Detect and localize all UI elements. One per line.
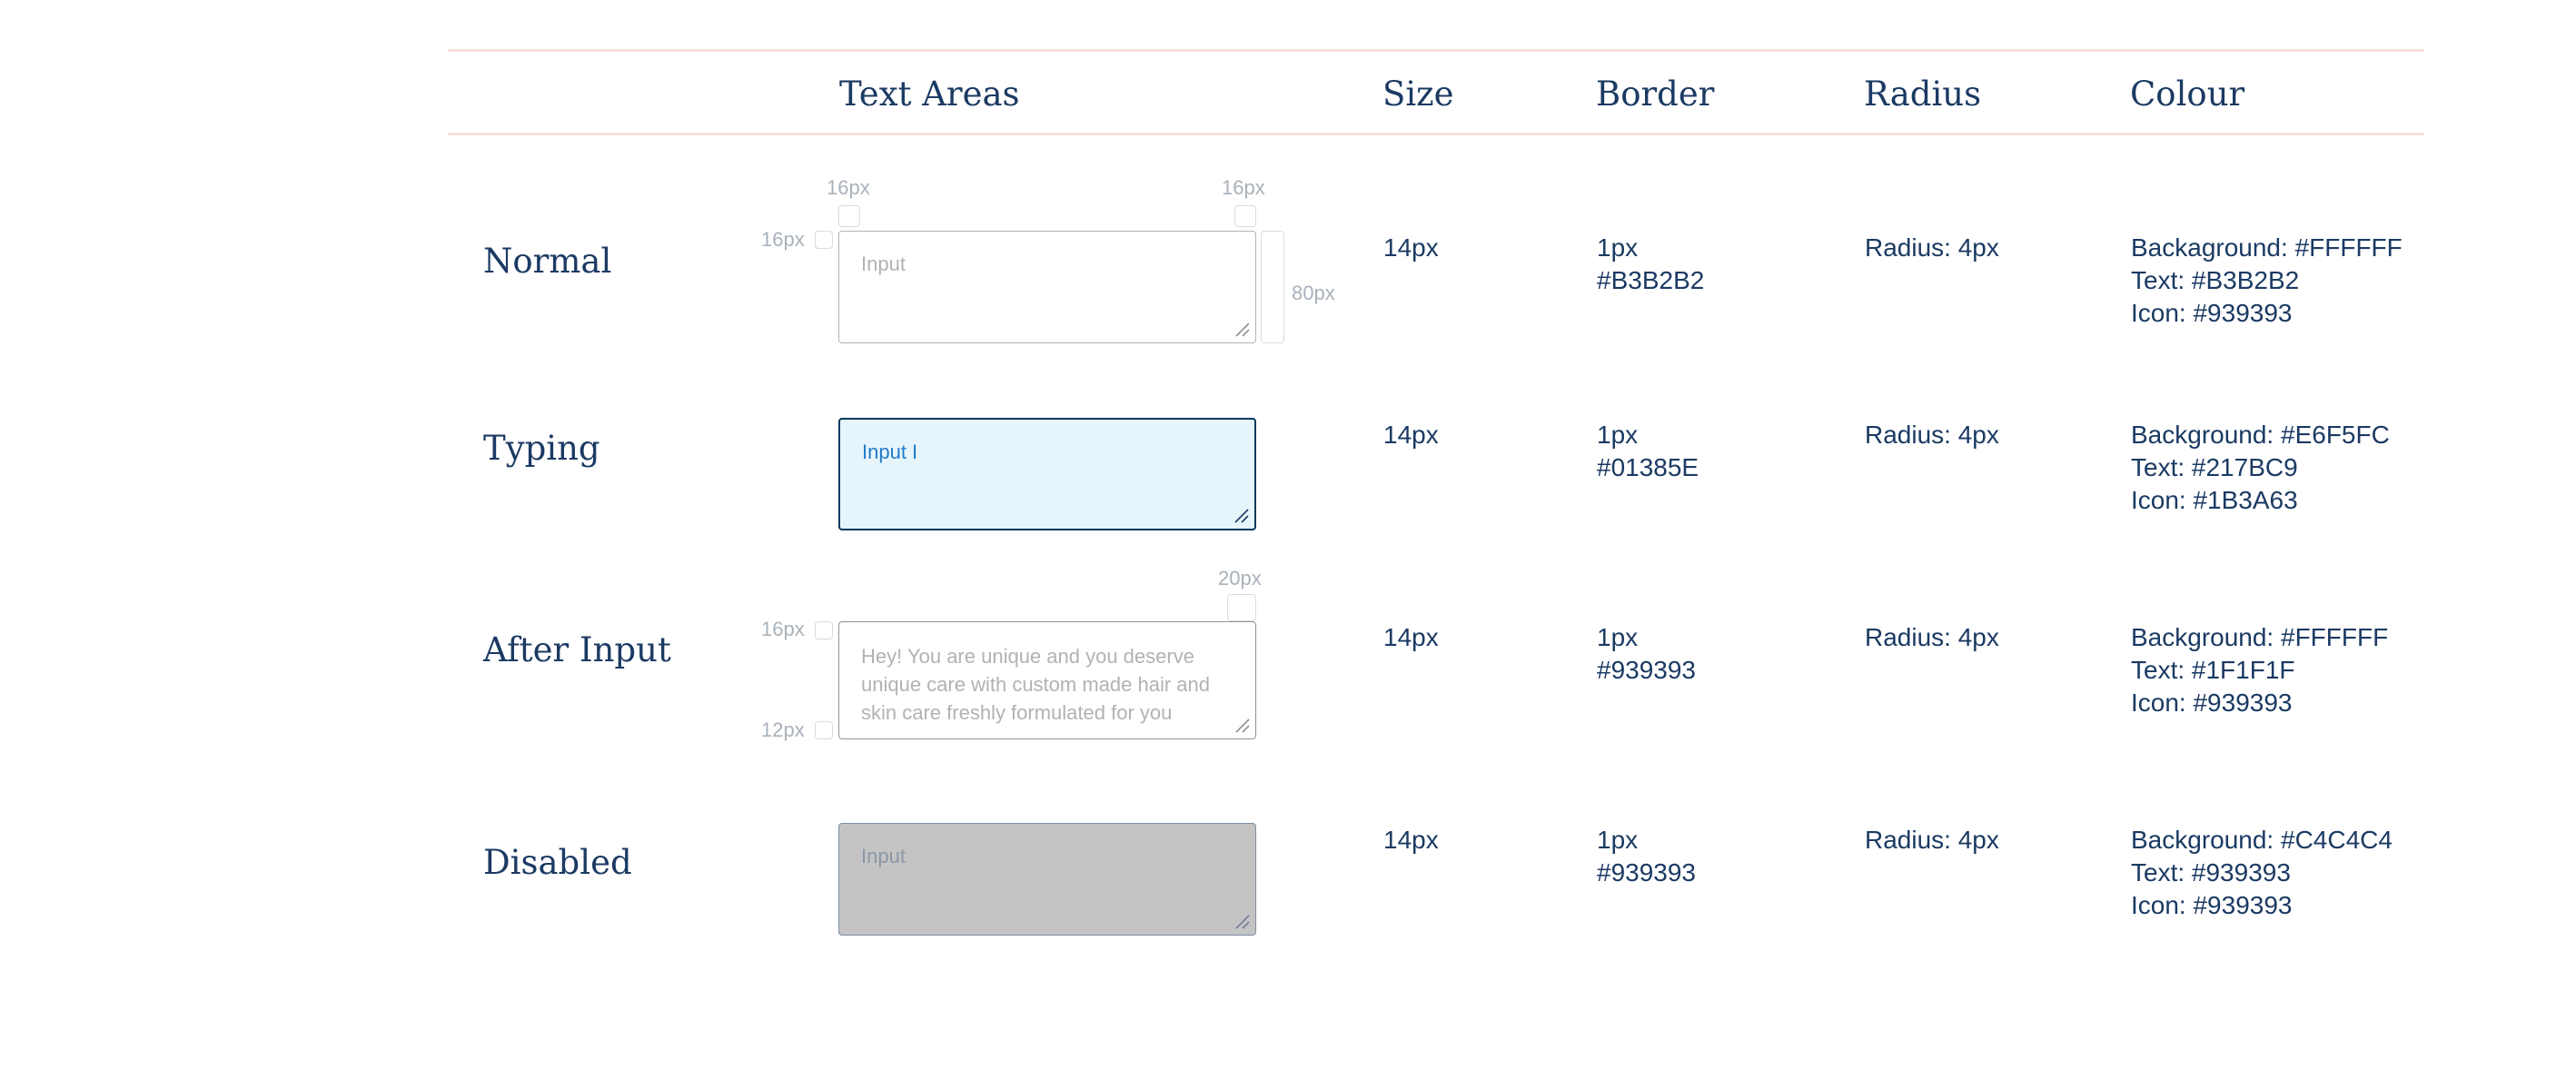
header-top-rule (448, 49, 2424, 52)
header-bottom-rule (448, 133, 2424, 135)
colour-background-normal: Backaground: #FFFFFF (2131, 233, 2403, 262)
border-width-typing: 1px (1597, 421, 1639, 449)
radius-value-after-input: Radius: 4px (1865, 623, 1999, 651)
textarea-disabled (838, 823, 1256, 936)
border-color-after-input: #939393 (1597, 656, 1697, 684)
size-value-disabled: 14px (1383, 826, 1439, 854)
colour-icon-disabled: Icon: #939393 (2131, 891, 2293, 919)
resize-handle-icon[interactable] (1233, 507, 1249, 523)
textarea-disabled-placeholder: Input (861, 845, 906, 867)
measure-label-left: 16px (761, 228, 805, 251)
state-label-disabled: Disabled (483, 843, 632, 882)
colour-background-disabled: Background: #C4C4C4 (2131, 826, 2393, 854)
measure-label-left-top: 16px (761, 618, 805, 640)
column-header-size: Size (1382, 74, 1454, 114)
colour-icon-after-input: Icon: #939393 (2131, 689, 2293, 717)
colour-background-typing: Background: #E6F5FC (2131, 421, 2390, 449)
resize-handle-icon[interactable] (1234, 717, 1250, 733)
border-color-normal: #B3B2B2 (1597, 266, 1705, 294)
size-value-normal: 14px (1383, 233, 1439, 262)
colour-icon-normal: Icon: #939393 (2131, 299, 2293, 327)
textarea-normal-placeholder: Input (861, 253, 906, 275)
measure-label-top-left: 16px (827, 176, 870, 199)
measure-marker-height (1261, 231, 1284, 343)
measure-label-height: 80px (1292, 282, 1335, 304)
border-width-disabled: 1px (1597, 826, 1639, 854)
textarea-after-input[interactable] (838, 621, 1256, 739)
resize-handle-icon (1234, 913, 1250, 929)
colour-text-disabled: Text: #939393 (2131, 858, 2291, 887)
colour-icon-typing: Icon: #1B3A63 (2131, 486, 2298, 514)
column-header-radius: Radius (1864, 74, 1982, 114)
colour-text-typing: Text: #217BC9 (2131, 453, 2298, 481)
textarea-typing-text: Input I (862, 441, 918, 463)
size-value-after-input: 14px (1383, 623, 1439, 651)
state-label-after-input: After Input (483, 630, 671, 669)
textarea-typing[interactable] (838, 418, 1256, 530)
column-header-border: Border (1596, 74, 1715, 114)
border-width-normal: 1px (1597, 233, 1639, 262)
colour-text-normal: Text: #B3B2B2 (2131, 266, 2300, 294)
state-label-normal: Normal (483, 242, 612, 281)
measure-marker-left (815, 231, 833, 249)
measure-marker-top-left (838, 205, 860, 227)
measure-label-top-right: 20px (1218, 567, 1262, 589)
column-header-text-areas: Text Areas (839, 74, 1020, 114)
colour-background-after-input: Background: #FFFFFF (2131, 623, 2389, 651)
state-label-typing: Typing (483, 429, 600, 468)
measure-marker-left-bottom (815, 721, 833, 739)
radius-value-typing: Radius: 4px (1865, 421, 1999, 449)
resize-handle-icon[interactable] (1234, 321, 1250, 337)
colour-text-after-input: Text: #1F1F1F (2131, 656, 2295, 684)
textarea-normal[interactable] (838, 231, 1256, 343)
measure-marker-top-right (1227, 594, 1256, 621)
radius-value-disabled: Radius: 4px (1865, 826, 1999, 854)
textarea-after-input-text: Hey! You are unique and you deserve unique care with custom made hair and skin care freshly formulated for you (861, 645, 1210, 724)
measure-label-top-right: 16px (1222, 176, 1265, 199)
measure-marker-top-right (1234, 205, 1256, 227)
border-color-typing: #01385E (1597, 453, 1699, 481)
size-value-typing: 14px (1383, 421, 1439, 449)
border-color-disabled: #939393 (1597, 858, 1697, 887)
measure-marker-left-top (815, 621, 833, 639)
measure-label-left-bottom: 12px (761, 718, 805, 741)
column-header-colour: Colour (2130, 74, 2245, 114)
border-width-after-input: 1px (1597, 623, 1639, 651)
radius-value-normal: Radius: 4px (1865, 233, 1999, 262)
